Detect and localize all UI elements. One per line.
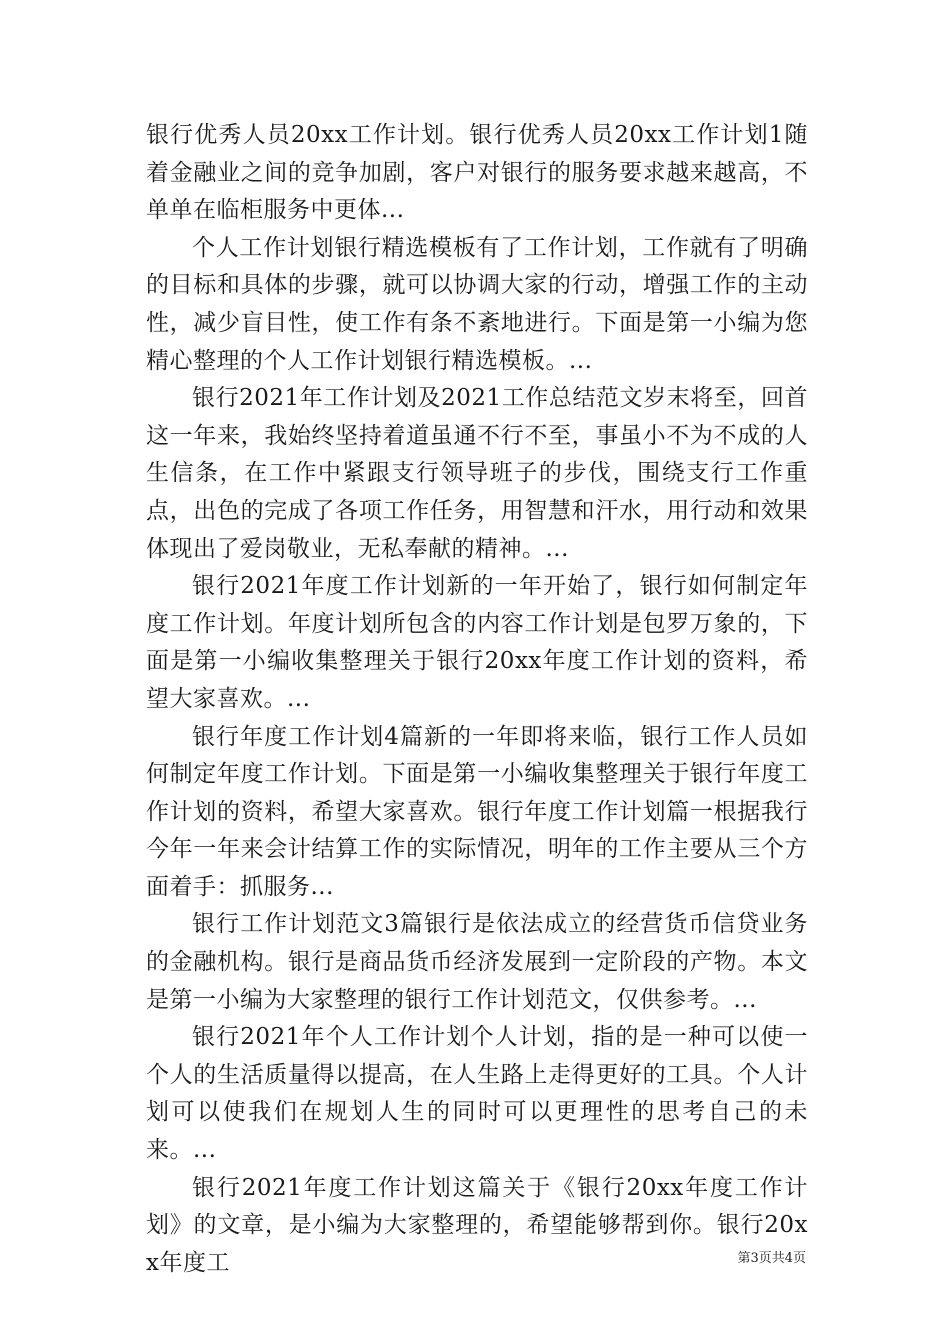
paragraph: 个人工作计划银行精选模板有了工作计划，工作就有了明确的目标和具体的步骤，就可以协调大家的行动，增强工作的主动性，减少盲目性，使工作有条不紊地进行。下面是第一小编为您精心整理的个人工作计划银行精选模板。... <box>146 234 808 374</box>
paragraph: 银行2021年度工作计划新的一年开始了，银行如何制定年度工作计划。年度计划所包含的内容工作计划是包罗万象的，下面是第一小编收集整理关于银行20xx年度工作计划的资料，希望大家喜欢。... <box>146 573 808 712</box>
document-body <box>146 117 808 1282</box>
paragraph: 银行2021年工作计划及2021工作总结范文岁末将至，回首这一年来，我始终坚持着道虽通不行不至，事虽小不为不成的人生信条，在工作中紧跟支行领导班子的步伐，围绕支行工作重点，出色的完成了各项工作任务，用智慧和汗水，用行动和效果体现出了爱岗敬业，无私奉献的精神。... <box>146 385 808 562</box>
page-number-footer: 第3页共4页 <box>737 1251 806 1266</box>
paragraph: 银行优秀人员20xx工作计划。银行优秀人员20xx工作计划1随着金融业之间的竞争加剧，客户对银行的服务要求越来越高，不单单在临柜服务中更体... <box>146 122 808 224</box>
paragraph: 银行2021年个人工作计划个人计划，指的是一种可以使一个人的生活质量得以提高，在人生路上走得更好的工具。个人计划可以使我们在规划人生的同时可以更理性的思考自己的未来。... <box>146 1024 808 1164</box>
paragraph: 银行工作计划范文3篇银行是依法成立的经营货币信贷业务的金融机构。银行是商品货币经济发展到一定阶段的产物。本文是第一小编为大家整理的银行工作计划范文，仅供参考。... <box>146 911 808 1013</box>
paragraph: 银行年度工作计划4篇新的一年即将来临，银行工作人员如何制定年度工作计划。下面是第一小编收集整理关于银行年度工作计划的资料，希望大家喜欢。银行年度工作计划篇一根据我行今年一年来会计结算工作的实际情况，明年的工作主要从三个方面着手：抓服务... <box>146 723 808 900</box>
paragraph: 银行2021年度工作计划这篇关于《银行20xx年度工作计划》的文章，是小编为大家整理的，希望能够帮到你。银行20xx年度工 <box>146 1174 808 1276</box>
